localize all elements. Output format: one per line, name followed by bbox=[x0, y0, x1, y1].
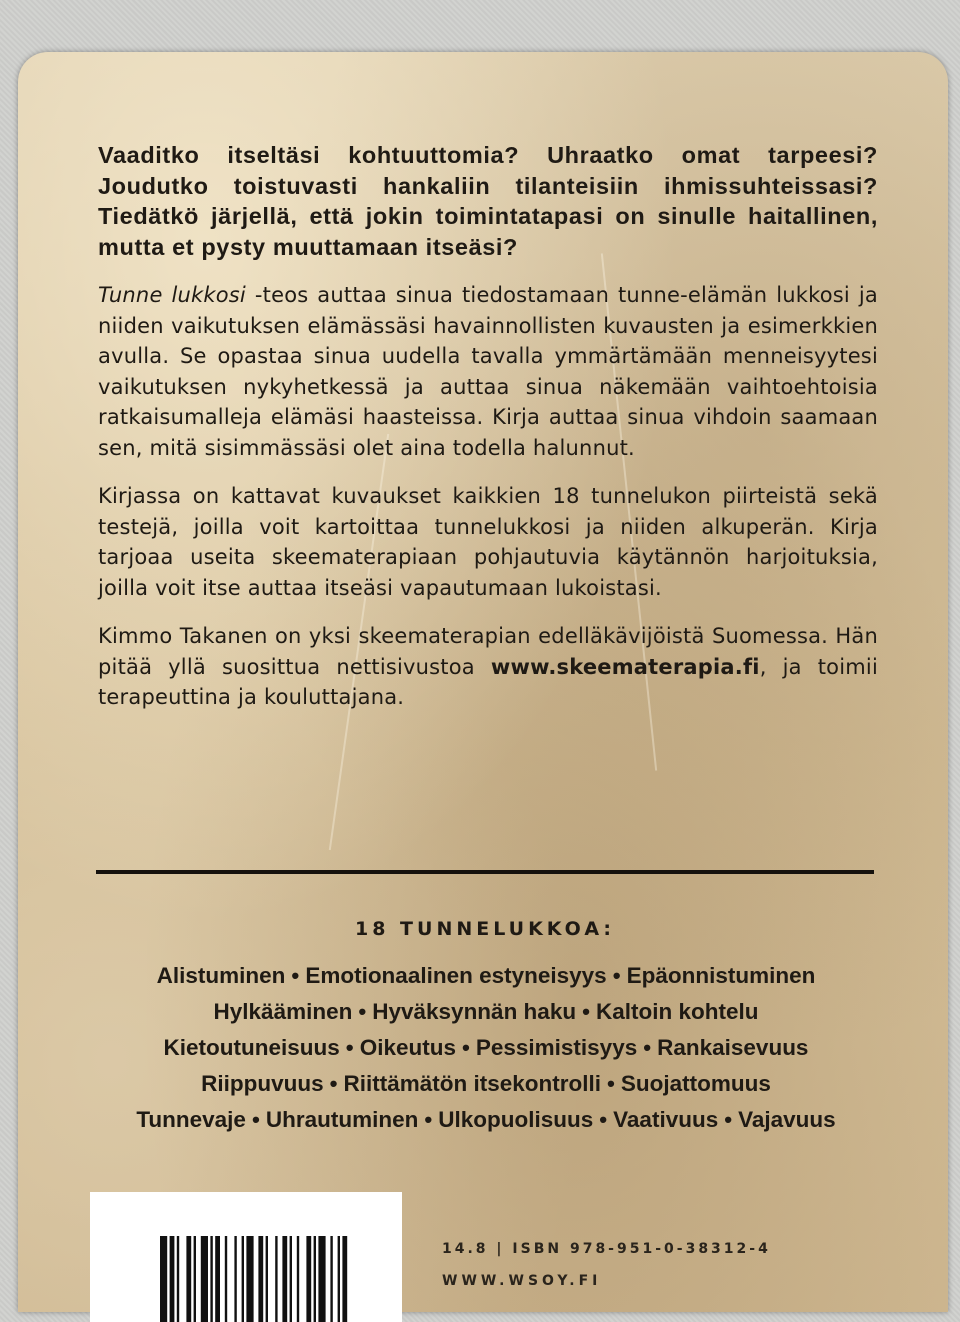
author-text: Kimmo Takanen on yksi skeematerapian edelläkävijöistä Suomessa. Hän pitää yllä suosittua nettisivustoa bbox=[98, 624, 878, 679]
author-paragraph bbox=[98, 621, 878, 713]
lock-item: Tunnevaje bbox=[136, 1107, 246, 1132]
lock-item: Suojattomuus bbox=[620, 1071, 771, 1096]
author-text-end: , ja toimii terapeuttina ja kouluttajana. bbox=[98, 654, 878, 709]
lock-item: Riippuvuus bbox=[201, 1071, 324, 1096]
locks-row bbox=[86, 1102, 886, 1138]
locks-row bbox=[86, 1030, 886, 1066]
lock-item: Oikeutus bbox=[359, 1035, 456, 1060]
publisher-website: WWW.WSOY.FI bbox=[442, 1273, 602, 1289]
lock-item: Uhrautuminen bbox=[265, 1107, 419, 1132]
bullet-separator: • bbox=[358, 999, 367, 1024]
locks-list bbox=[86, 958, 886, 1138]
lock-item: Epäonnistuminen bbox=[626, 963, 816, 988]
lock-item: Ulkopuolisuus bbox=[438, 1107, 594, 1132]
divider-rule bbox=[96, 870, 874, 874]
bullet-separator: • bbox=[612, 963, 621, 988]
bullet-separator: • bbox=[643, 1035, 652, 1060]
locks-row bbox=[86, 1066, 886, 1102]
locks-row bbox=[86, 994, 886, 1030]
bullet-separator: • bbox=[291, 963, 300, 988]
bullet-separator: • bbox=[599, 1107, 608, 1132]
locks-list-title: 18 TUNNELUKKOA: bbox=[355, 918, 615, 940]
author-website: www.skeematerapia.fi bbox=[490, 654, 760, 679]
lock-item: Vajavuus bbox=[738, 1107, 836, 1132]
price-isbn: 14.8 | ISBN 978-951-0-38312-4 bbox=[442, 1241, 771, 1257]
bullet-separator: • bbox=[461, 1035, 470, 1060]
lock-item: Rankaisevuus bbox=[657, 1035, 809, 1060]
barcode bbox=[90, 1192, 402, 1322]
lock-item: Kietoutuneisuus bbox=[163, 1035, 340, 1060]
lock-item: Pessimistisyys bbox=[475, 1035, 638, 1060]
lock-item: Kaltoin kohtelu bbox=[595, 999, 759, 1024]
description-paragraph bbox=[98, 280, 878, 463]
bullet-separator: • bbox=[607, 1071, 615, 1096]
bullet-separator: • bbox=[582, 999, 590, 1024]
lock-item: Hylkääminen bbox=[213, 999, 353, 1024]
lead-questions: Vaaditko itseltäsi kohtuuttomia? Uhraatko omat tarpeesi? Joudutko toistuvasti hankaliin tilanteisiin ihmissuhteissasi? Tiedätkö järjellä, että jokin toimintatapasi on sinulle haitallinen, mutta et pysty muuttamaan itseäsi? bbox=[98, 142, 878, 260]
locks-row bbox=[86, 958, 886, 994]
lock-item: Vaativuus bbox=[613, 1107, 719, 1132]
book-back-cover bbox=[18, 52, 948, 1312]
barcode-icon bbox=[90, 1192, 402, 1322]
bullet-separator: • bbox=[251, 1107, 260, 1132]
bullet-separator: • bbox=[724, 1107, 733, 1132]
bullet-separator: • bbox=[329, 1071, 338, 1096]
bullet-separator: • bbox=[424, 1107, 433, 1132]
book-title: Tunne lukkosi bbox=[98, 283, 246, 307]
description-text: -teos auttaa sinua tiedostamaan tunne-elämän lukkosi ja niiden vaikutuksen elämässäsi havainnollisten kuvausten ja esimerkkien avulla. Se opastaa sinua uudella tavalla ymmärtämään menneisyytesi vaikutuksen nykyhetkessä ja auttaa sinua näkemään vaihtoehtoisia ratkaisumalleja elämäsi haasteissa. Kirja auttaa sinua vihdoin saamaan sen, mitä sisimmässäsi olet aina todella halunnut. bbox=[98, 283, 878, 460]
contents-paragraph: Kirjassa on kattavat kuvaukset kaikkien 18 tunnelukon piirteistä sekä testejä, joilla voit kartoittaa tunnelukkosi ja niiden alkuperän. Kirja tarjoaa useita skeematerapiaan pohjautuvia käytännön harjoituksia, joilla voit itse auttaa itseäsi vapautumaan lukoistasi. bbox=[98, 484, 878, 600]
lock-item: Riittämätön itsekontrolli bbox=[343, 1071, 602, 1096]
bullet-separator: • bbox=[345, 1035, 354, 1060]
lock-item: Alistuminen bbox=[156, 963, 286, 988]
lock-item: Hyväksynnän haku bbox=[372, 999, 577, 1024]
lock-item: Emotionaalinen estyneisyys bbox=[305, 963, 607, 988]
blurb bbox=[98, 140, 878, 731]
